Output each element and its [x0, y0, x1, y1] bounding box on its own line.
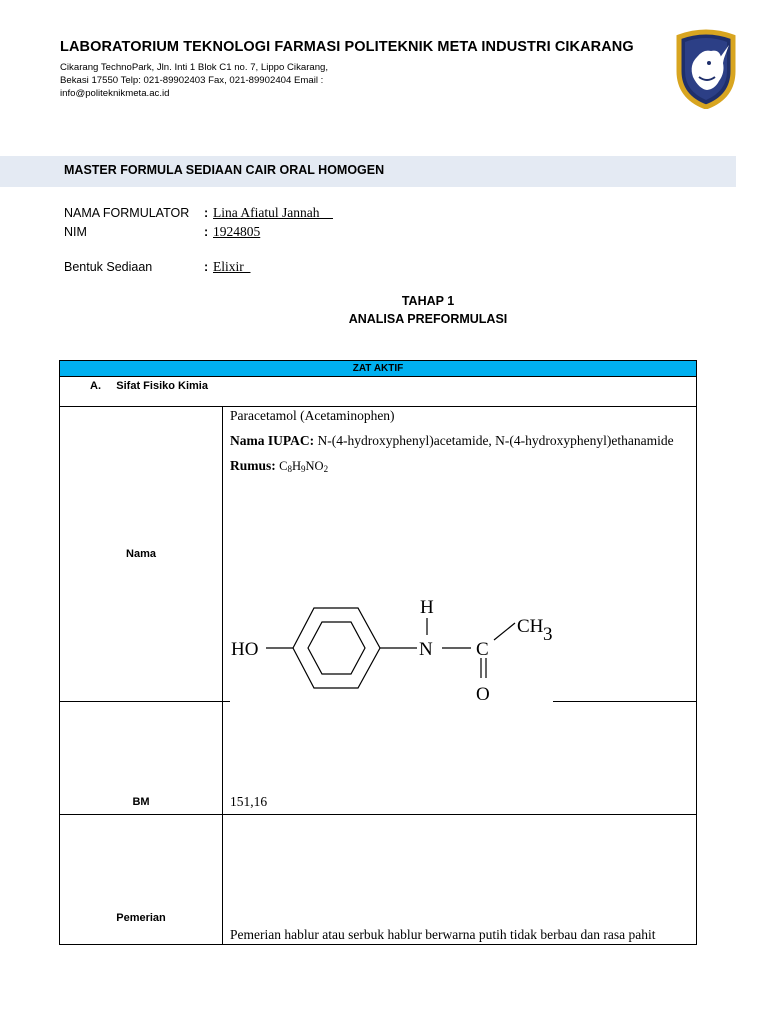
label-ho: HO	[231, 639, 259, 660]
nama-label: Nama	[60, 407, 223, 702]
iupac-label: Nama IUPAC:	[230, 433, 315, 448]
sifat-fisiko-kimia-label: A. Sifat Fisiko Kimia	[90, 380, 208, 392]
pemerian-label: Pemerian	[60, 815, 223, 945]
section-title: MASTER FORMULA SEDIAAN CAIR ORAL HOMOGEN	[64, 163, 385, 177]
label-ch: CH	[517, 616, 544, 637]
label-h: H	[420, 597, 434, 618]
formulator-label: NAMA FORMULATOR	[64, 206, 190, 220]
stage-title: TAHAP 1	[401, 294, 455, 308]
nim-value: 1924805	[213, 224, 261, 239]
nim-label: NIM	[64, 225, 87, 239]
common-name: Paracetamol (Acetaminophen)	[230, 408, 395, 423]
label-subscript-3: 3	[543, 624, 553, 645]
rhino-shield-logo	[675, 27, 737, 109]
address-line-1: Cikarang TechnoPark, Jln. Inti 1 Blok C1 no. 7, Lippo Cikarang,	[60, 62, 329, 73]
molecular-formula	[230, 458, 690, 477]
benzene-ring	[293, 608, 380, 688]
iupac-name	[230, 433, 690, 449]
bentuk-sediaan-colon: :	[204, 260, 209, 274]
formulator-colon: :	[204, 206, 209, 220]
formula-value: $C_8H_9NO_2$	[279, 459, 329, 474]
bm-value: 151,16	[230, 794, 268, 809]
bm-content	[223, 702, 697, 815]
bentuk-sediaan-value: Elixir	[213, 259, 251, 274]
bond-c-ch3	[494, 623, 515, 640]
bm-label: BM	[60, 702, 223, 815]
nim-colon: :	[204, 225, 209, 239]
address-line-3: info@politeknikmeta.ac.id	[60, 88, 170, 99]
label-o: O	[476, 684, 490, 703]
bentuk-sediaan-label: Bentuk Sediaan	[64, 260, 153, 274]
institution-title: LABORATORIUM TEKNOLOGI FARMASI POLITEKNIK META INDUSTRI CIKARANG	[60, 39, 634, 55]
formula-label: Rumus:	[230, 458, 276, 473]
paracetamol-structure	[230, 578, 553, 703]
iupac-value: N-(4-hydroxyphenyl)acetamide, N-(4-hydroxyphenyl)ethanamide	[314, 433, 674, 448]
formulator-value: Lina Afiatul Jannah	[213, 205, 333, 220]
pemerian-value: Pemerian hablur atau serbuk hablur berwarna putih tidak berbau dan rasa pahit	[230, 927, 656, 942]
address-line-2: Bekasi 17550 Telp: 021-89902403 Fax, 021-89902404 Email :	[60, 75, 324, 86]
sifat-fisiko-kimia-row	[60, 377, 697, 407]
label-c: C	[476, 639, 489, 660]
pemerian-row	[60, 815, 697, 945]
stage-subtitle: ANALISA PREFORMULASI	[348, 312, 508, 326]
zat-aktif-header: ZAT AKTIF	[60, 361, 697, 377]
pemerian-content	[223, 815, 697, 945]
label-n: N	[419, 639, 433, 660]
bm-row	[60, 702, 697, 815]
